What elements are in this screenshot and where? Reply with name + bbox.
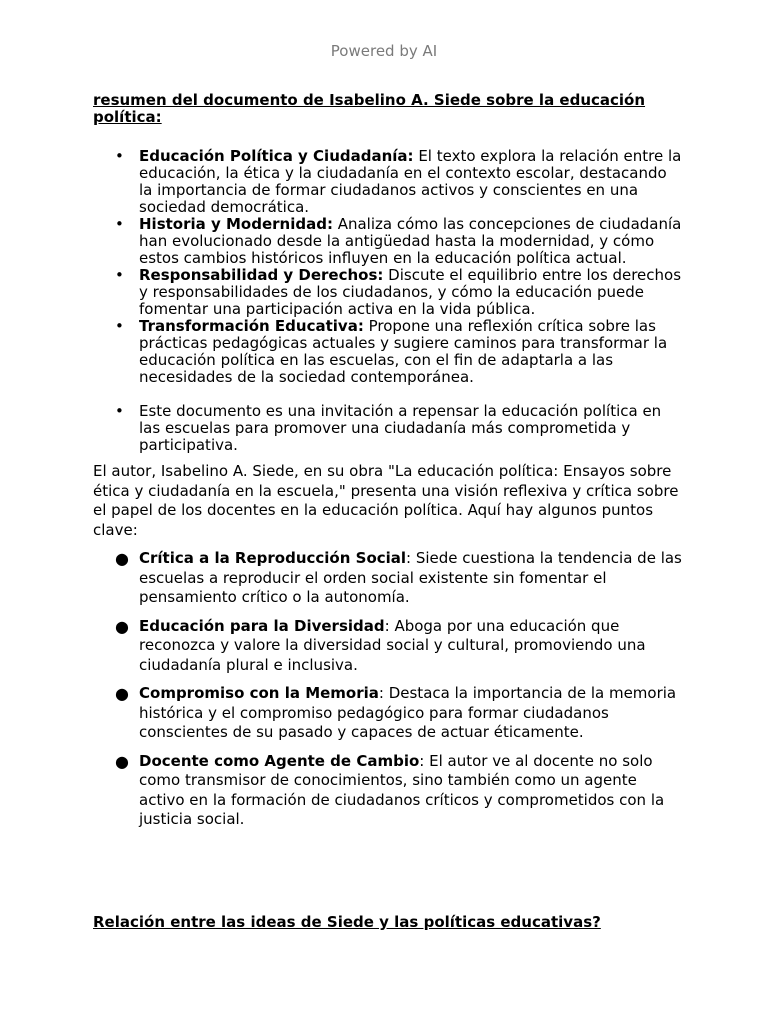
summary-list	[93, 148, 683, 454]
bullet-icon: •	[115, 147, 124, 165]
list-item	[93, 403, 683, 454]
key-term: Crítica a la Reproducción Social	[139, 549, 407, 567]
key-text: : Aboga por una educación que reconozca y valore la diversidad social y cultural, promoviendo una ciudadanía plural e inclusiva.	[139, 616, 646, 674]
key-term: Educación para la Diversidad	[139, 616, 385, 635]
intro-paragraph: El autor, Isabelino A. Siede, en su obra "La educación política: Ensayos sobre ética y ciudadanía en la escuela," presenta una visión reflexiva y crítica sobre el papel de los docentes en la educación política. Aquí hay algunos puntos clave:	[93, 462, 679, 539]
list-item	[93, 267, 683, 318]
bullet-icon: ●	[115, 616, 129, 636]
bullet-icon: •	[115, 402, 124, 420]
summary-term: Historia y Modernidad:	[139, 215, 333, 233]
bullet-icon: •	[115, 317, 124, 335]
bullet-icon: •	[115, 266, 124, 284]
key-text: : Siede cuestiona la tendencia de las escuelas a reproducir el orden social existente sin fomentar el pensamiento crítico o la autonomía.	[139, 549, 682, 606]
document-body	[93, 92, 683, 839]
summary-term: Responsabilidad y Derechos:	[139, 266, 384, 284]
list-item	[93, 318, 683, 386]
list-item	[93, 752, 683, 830]
closing-text: Este documento es una invitación a repensar la educación política en las escuelas para promover una ciudadanía más comprometida y participativa.	[139, 402, 662, 454]
key-term: Docente como Agente de Cambio	[139, 751, 420, 770]
section-heading: Relación entre las ideas de Siede y las políticas educativas?	[93, 913, 601, 931]
summary-term: Transformación Educativa:	[139, 317, 364, 335]
list-item	[93, 549, 683, 608]
document-title: resumen del documento de Isabelino A. Siede sobre la educación política:	[93, 91, 646, 126]
list-item	[93, 617, 683, 676]
list-item	[93, 684, 683, 743]
key-term: Compromiso con la Memoria	[139, 684, 379, 702]
list-item	[93, 216, 683, 267]
key-points-list	[93, 549, 683, 830]
summary-text: Propone una reflexión crítica sobre las prácticas pedagógicas actuales y sugiere caminos para transformar la educación política en las escuelas, con el fin de adaptarla a las necesidades de la sociedad contemporánea.	[139, 317, 668, 386]
summary-term: Educación Política y Ciudadanía:	[139, 147, 414, 165]
bullet-icon: ●	[115, 751, 129, 771]
key-text: : Destaca la importancia de la memoria histórica y el compromiso pedagógico para formar ciudadanos conscientes de su pasado y capaces de actuar éticamente.	[139, 684, 677, 741]
summary-text: El texto explora la relación entre la educación, la ética y la ciudadanía en el contexto escolar, destacando la importancia de formar ciudadanos activos y conscientes en una sociedad democrática.	[139, 147, 682, 216]
key-text: : El autor ve al docente no solo como transmisor de conocimientos, sino también como un agente activo en la formación de ciudadanos críticos y comprometidos con la justicia social.	[139, 751, 665, 828]
bullet-icon: ●	[115, 684, 129, 703]
summary-text: Discute el equilibrio entre los derechos y responsabilidades de los ciudadanos, y cómo la educación puede fomentar una participación activa en la vida pública.	[139, 266, 682, 318]
bullet-icon: •	[115, 215, 124, 233]
powered-by-label: Powered by AI	[330, 42, 438, 60]
bullet-icon: ●	[115, 549, 129, 568]
list-item	[93, 148, 683, 216]
summary-text: Analiza cómo las concepciones de ciudadanía han evolucionado desde la antigüedad hasta la modernidad, y cómo estos cambios históricos influyen en la educación política actual.	[139, 215, 682, 267]
